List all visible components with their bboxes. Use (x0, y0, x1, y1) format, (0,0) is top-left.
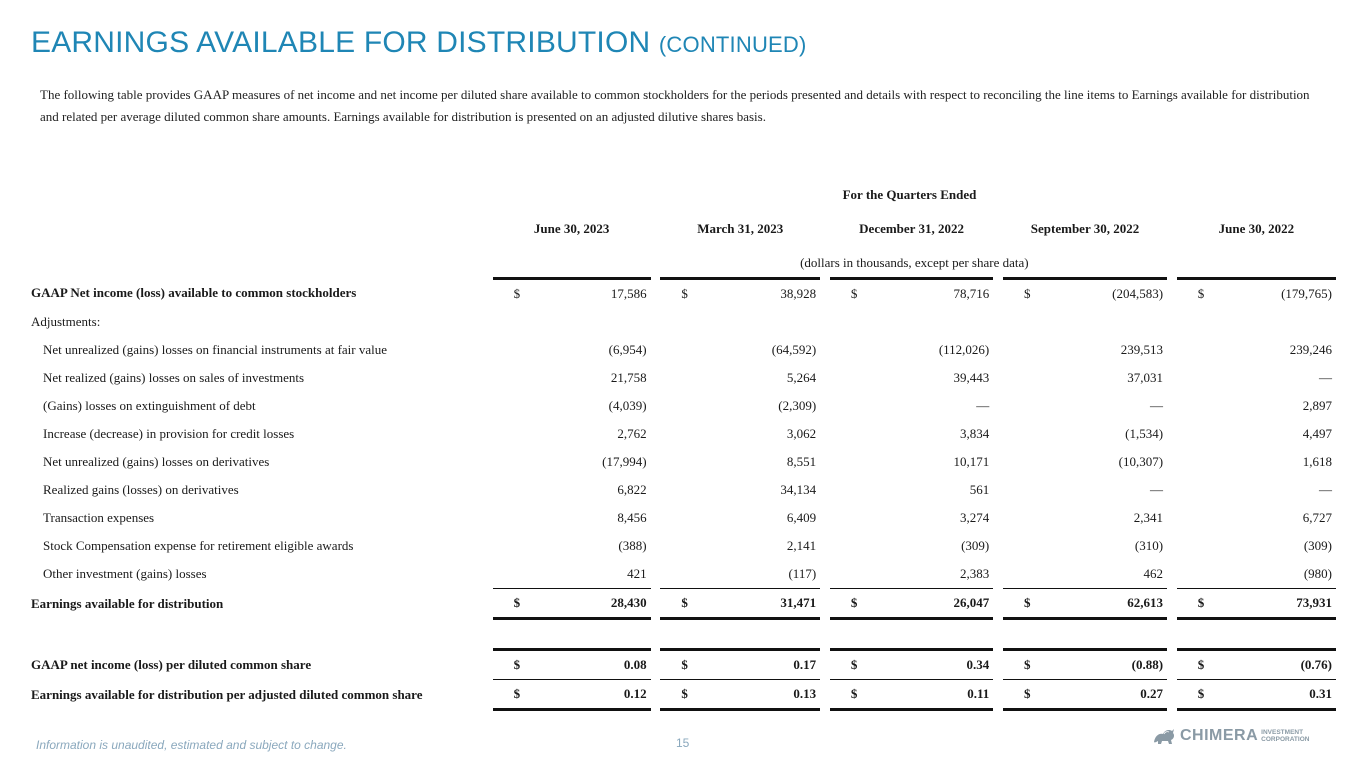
table-cell: 6,822 (617, 482, 647, 497)
table-cell: 6,727 (1302, 510, 1332, 525)
column-header: June 30, 2023 (533, 221, 610, 236)
table-cell: (179,765) (1223, 279, 1336, 309)
table-cell: (309) (1303, 538, 1332, 553)
row-label: Realized gains (losses) on derivatives (43, 482, 239, 497)
currency-symbol: $ (1177, 680, 1224, 710)
table-cell: 561 (969, 482, 990, 497)
currency-symbol: $ (1003, 279, 1051, 309)
table-cell: — (1319, 370, 1332, 385)
table-cell: (310) (1134, 538, 1164, 553)
table-cell: 39,443 (953, 370, 990, 385)
row-label: Stock Compensation expense for retirement eligible awards (43, 538, 354, 553)
table-cell: 5,264 (786, 370, 817, 385)
column-header: June 30, 2022 (1218, 221, 1295, 236)
currency-symbol: $ (493, 279, 540, 309)
currency-symbol: $ (1177, 650, 1224, 680)
table-row (31, 532, 1336, 560)
table-cell: 462 (1143, 566, 1164, 581)
table-cell: 3,062 (786, 426, 817, 441)
page-title-sub: (CONTINUED) (658, 32, 807, 57)
table-row (31, 392, 1336, 420)
currency-symbol: $ (493, 589, 540, 619)
table-cell: (309) (961, 538, 990, 553)
table-cell: 73,931 (1223, 589, 1336, 619)
chimera-icon (1152, 726, 1176, 746)
footer-disclaimer: Information is unaudited, estimated and subject to change. (36, 738, 347, 752)
table-cell: 2,762 (617, 426, 647, 441)
table-cell: (117) (788, 566, 817, 581)
currency-symbol: $ (1177, 589, 1224, 619)
ead-per-share-row (31, 680, 1336, 710)
logo-name: CHIMERA (1180, 727, 1259, 744)
table-cell: 62,613 (1051, 589, 1167, 619)
row-label: Earnings available for distribution (31, 595, 224, 611)
row-label: Earnings available for distribution per adjusted diluted common share (31, 686, 423, 702)
column-header: March 31, 2023 (697, 221, 784, 236)
logo-subtitle (1261, 729, 1309, 743)
currency-symbol: $ (660, 650, 707, 680)
table-row (31, 504, 1336, 532)
currency-symbol: $ (493, 650, 540, 680)
table-cell: 3,274 (960, 510, 990, 525)
currency-symbol: $ (1003, 680, 1051, 710)
table-cell: (4,039) (608, 398, 647, 413)
table-row (31, 448, 1336, 476)
table-cell: 6,409 (786, 510, 817, 525)
row-label: Other investment (gains) losses (43, 566, 207, 582)
units-row (31, 249, 1336, 279)
table-cell: 0.27 (1051, 680, 1167, 710)
row-label: Transaction expenses (43, 510, 155, 525)
table-cell: 37,031 (1127, 370, 1164, 385)
currency-symbol: $ (493, 680, 540, 710)
table-row (31, 560, 1336, 589)
column-header: December 31, 2022 (859, 221, 964, 236)
table-cell: 31,471 (707, 589, 820, 619)
table-cell: 0.12 (539, 680, 650, 710)
table-cell: 17,586 (539, 279, 650, 309)
table-cell: (17,994) (602, 454, 647, 469)
table-cell: 2,383 (960, 566, 990, 581)
table-cell: 1,618 (1302, 454, 1332, 469)
table-cell: (10,307) (1118, 454, 1164, 469)
group-header-row (31, 181, 1336, 209)
reconciliation-table (31, 181, 1336, 711)
table-cell: 4,497 (1302, 426, 1332, 441)
table-cell: — (1319, 482, 1332, 497)
table-cell: 8,551 (786, 454, 817, 469)
currency-symbol: $ (1003, 650, 1051, 680)
table-cell: — (1150, 482, 1164, 497)
table-cell: 28,430 (539, 589, 650, 619)
table-cell: 78,716 (878, 279, 994, 309)
row-label: Net unrealized (gains) losses on derivatives (43, 454, 270, 469)
table-cell: 26,047 (878, 589, 994, 619)
table-cell: 0.34 (878, 650, 994, 680)
table-cell: (64,592) (771, 342, 817, 357)
table-cell: 10,171 (953, 454, 990, 469)
table-cell: 0.31 (1223, 680, 1336, 710)
adjustments-label: Adjustments: (31, 314, 101, 329)
company-logo (1152, 726, 1309, 746)
logo-line1: INVESTMENT (1261, 729, 1304, 736)
currency-symbol: $ (830, 589, 878, 619)
table-cell: (204,583) (1051, 279, 1167, 309)
currency-symbol: $ (1177, 279, 1224, 309)
page-title (31, 26, 807, 60)
row-label: GAAP Net income (loss) available to common stockholders (31, 285, 357, 301)
table-cell: 3,834 (960, 426, 990, 441)
row-label: Net unrealized (gains) losses on financial instruments at fair value (43, 342, 388, 357)
intro-paragraph: The following table provides GAAP measures of net income and net income per diluted share available to common stockholders for the periods presented and details with respect to reconciling the line items to Earnings available for distribution and related per average diluted common share amounts. Earnings available for distribution is presented on an adjusted dilutive shares basis. (40, 87, 1310, 124)
column-header-row (31, 209, 1336, 249)
currency-symbol: $ (1003, 589, 1051, 619)
logo-line2: CORPORATION (1261, 736, 1310, 743)
adjustments-heading-row (31, 308, 1336, 336)
row-label: Increase (decrease) in provision for credit losses (43, 426, 295, 441)
earnings-available-row (31, 589, 1336, 619)
currency-symbol: $ (830, 680, 878, 710)
table-cell: (388) (618, 538, 647, 553)
table-cell: 21,758 (610, 370, 647, 385)
table-cell: 0.08 (539, 650, 650, 680)
table-cell: 0.17 (707, 650, 820, 680)
units-note: (dollars in thousands, except per share data) (800, 255, 1029, 270)
table-cell: — (1150, 398, 1164, 413)
table-cell: 34,134 (780, 482, 817, 497)
row-label: (Gains) losses on extinguishment of debt (43, 398, 256, 413)
page-title-main: EARNINGS AVAILABLE FOR DISTRIBUTION (31, 26, 651, 59)
table-cell: 239,513 (1120, 342, 1164, 357)
table-cell: (2,309) (778, 398, 817, 413)
table-cell: 0.11 (878, 680, 994, 710)
group-header: For the Quarters Ended (842, 187, 977, 202)
table-cell: 239,246 (1289, 342, 1332, 357)
spacer-row (31, 619, 1336, 650)
gaap-per-share-row (31, 650, 1336, 680)
table-cell: — (976, 398, 990, 413)
page-number: 15 (676, 736, 690, 750)
row-label: Net realized (gains) losses on sales of investments (43, 370, 305, 385)
table-cell: 38,928 (707, 279, 820, 309)
table-cell: 8,456 (617, 510, 647, 525)
table-cell: (6,954) (608, 342, 647, 357)
table-cell: 2,341 (1133, 510, 1164, 525)
currency-symbol: $ (660, 589, 707, 619)
table-cell: 0.13 (707, 680, 820, 710)
table-row (31, 364, 1336, 392)
table-cell: 2,897 (1302, 398, 1332, 413)
currency-symbol: $ (830, 650, 878, 680)
table-cell: (1,534) (1125, 426, 1164, 441)
table-cell: 2,141 (786, 538, 817, 553)
currency-symbol: $ (830, 279, 878, 309)
column-header: September 30, 2022 (1030, 221, 1140, 236)
table-row (31, 420, 1336, 448)
table-row (31, 336, 1336, 364)
currency-symbol: $ (660, 279, 707, 309)
table-cell: (112,026) (938, 342, 990, 357)
table-cell: (0.88) (1051, 650, 1167, 680)
row-label: GAAP net income (loss) per diluted common share (31, 656, 312, 672)
currency-symbol: $ (660, 680, 707, 710)
table-cell: (980) (1303, 566, 1332, 581)
table-cell: 421 (627, 566, 647, 581)
table-cell: (0.76) (1223, 650, 1336, 680)
gaap-net-income-row (31, 279, 1336, 309)
table-row (31, 476, 1336, 504)
